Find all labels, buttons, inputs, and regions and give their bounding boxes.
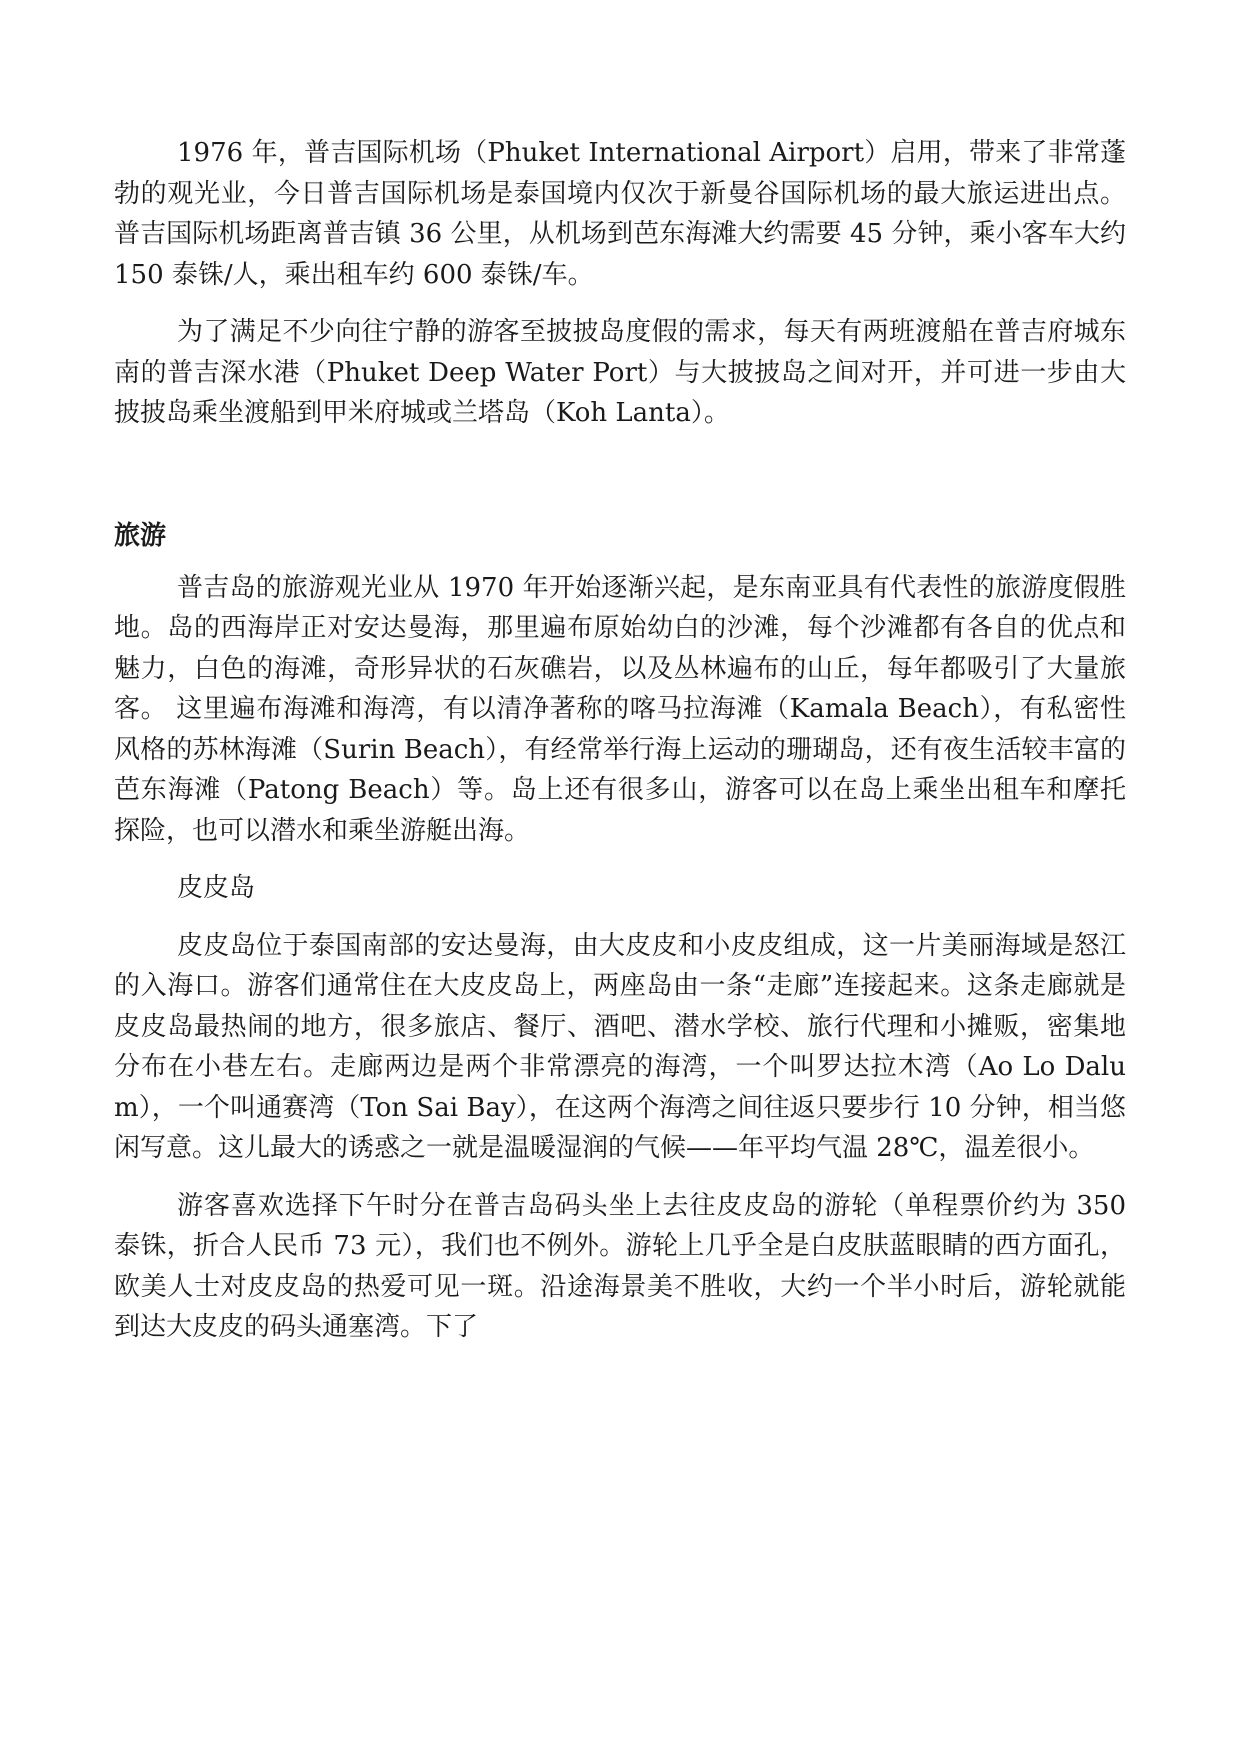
phi-phi-paragraph: 皮皮岛位于泰国南部的安达曼海，由大皮皮和小皮皮组成，这一片美丽海域是怒江的入海口。游客们通常住在大皮皮岛上，两座岛由一条“走廊”连接起来。这条走廊就是皮皮岛最热闹的地方，很多旅店、餐厅、酒吧、潜水学校、旅行代理和小摊贩，密集地分布在小巷左右。走廊两边是两个非常漂亮的海湾，一个叫罗达拉木湾（Ao Lo Dalum），一个叫通赛湾（Ton Sai Bay），在这两个海湾之间往返只要步行 10 分钟，相当悠闲写意。这儿最大的诱惑之一就是温暖湿润的气候——年平均气温 28℃，温差很小。 xyxy=(114,930,1126,1163)
ferry-paragraph: 为了满足不少向往宁静的游客至披披岛度假的需求，每天有两班渡船在普吉府城东南的普吉深水港（Phuket Deep Water Port）与大披披岛之间对开，并可进一步由大披披岛乘坐渡船到甲米府城或兰塔岛（Koh Lanta）。 xyxy=(114,317,1126,428)
tourism-intro-paragraph: 普吉岛的旅游观光业从 1970 年开始逐渐兴起，是东南亚具有代表性的旅游度假胜地。岛的西海岸正对安达曼海，那里遍布原始幼白的沙滩，每个沙滩都有各自的优点和魅力，白色的海滩，奇形异状的石灰礁岩，以及丛林遍布的山丘，每年都吸引了大量旅客。 这里遍布海滩和海湾，有以清净著称的喀马拉海滩（Kamala Beach），有私密性风格的苏林海滩（Surin Beach），有经常举行海上运动的珊瑚岛，还有夜生活较丰富的芭东海滩（Patong Beach）等。岛上还有很多山，游客可以在岛上乘坐出租车和摩托探险，也可以潜水和乘坐游艇出海。 xyxy=(114,572,1126,846)
airport-paragraph: 1976 年，普吉国际机场（Phuket International Airport）启用，带来了非常蓬勃的观光业，今日普吉国际机场是泰国境内仅次于新曼谷国际机场的最大旅运进出点。 普吉国际机场距离普吉镇 36 公里，从机场到芭东海滩大约需要 45 分钟，乘小客车大约 150 泰铢/人，乘出租车约 600 泰铢/车。 xyxy=(114,138,1126,290)
cruise-paragraph: 游客喜欢选择下午时分在普吉岛码头坐上去往皮皮岛的游轮（单程票价约为 350 泰铢，折合人民币 73 元），我们也不例外。游轮上几乎全是白皮肤蓝眼睛的西方面孔，欧美人士对皮皮岛的热爱可见一斑。沿途海景美不胜收，大约一个半小时后，游轮就能到达大皮皮的码头通塞湾。下了 xyxy=(114,1190,1126,1342)
section-heading-tourism: 旅游 xyxy=(114,520,167,551)
document-page xyxy=(114,133,1126,1365)
subheading-phi-phi: 皮皮岛 xyxy=(177,873,256,903)
